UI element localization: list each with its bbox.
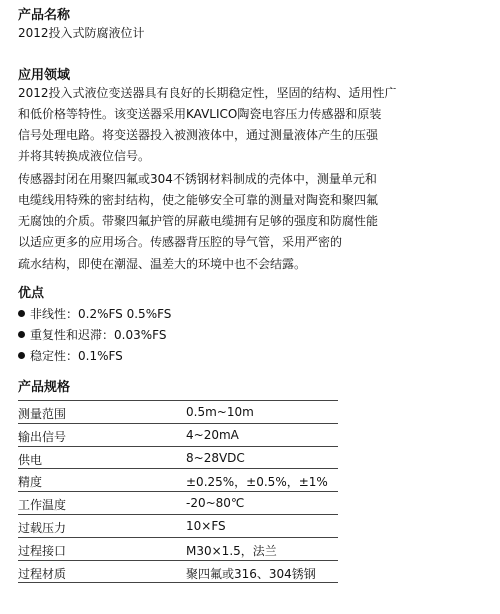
- specs-heading: 产品规格: [18, 380, 71, 395]
- spec-value: 4~20mA: [186, 427, 239, 442]
- advantage-item: [18, 306, 171, 322]
- spec-key: 精度: [18, 475, 43, 490]
- spec-key: 过程材质: [18, 566, 67, 581]
- bullet-dot-icon: [18, 352, 25, 359]
- advantages-heading: 优点: [18, 286, 45, 301]
- bullet-dot-icon: [18, 331, 25, 338]
- application-line: 疏水结构，即使在潮湿、温差大的环境中也不会结露。: [18, 257, 307, 271]
- table-row: [18, 401, 338, 424]
- spec-key: 过程接口: [18, 543, 67, 558]
- application-line: 以适应更多的应用场合。传感器背压腔的导气管，采用严密的: [18, 235, 343, 249]
- specs-table: [18, 400, 338, 583]
- table-row: [18, 492, 338, 515]
- advantage-item: [18, 327, 166, 343]
- application-line: 并将其转换成液位信号。: [18, 149, 151, 163]
- application-line: 传感器封闭在用聚四氟或304不锈钢材料制成的壳体中，测量单元和: [18, 172, 377, 186]
- spec-key: 供电: [18, 452, 43, 467]
- spec-value: 8~28VDC: [186, 450, 245, 465]
- advantage-text: 重复性和迟滞：0.03%FS: [30, 328, 167, 342]
- table-row: [18, 538, 338, 561]
- product-name-heading: 产品名称: [18, 8, 71, 23]
- table-row: [18, 424, 338, 447]
- advantage-item: [18, 348, 123, 364]
- application-line: 信号处理电路。将变送器投入被测液体中，通过测量液体产生的压强: [18, 128, 379, 142]
- application-line: 2012投入式液位变送器具有良好的长期稳定性，坚固的结构、适用性广: [18, 86, 397, 100]
- spec-key: 输出信号: [18, 429, 67, 444]
- spec-value: 聚四氟或316、304锈钢: [186, 566, 316, 581]
- table-row: [18, 515, 338, 538]
- product-name-value: 2012投入式防腐液位计: [18, 26, 145, 40]
- spec-value: -20~80℃: [186, 496, 245, 511]
- table-row: [18, 469, 338, 492]
- spec-value: M30×1.5，法兰: [186, 543, 277, 558]
- application-line: 无腐蚀的介质。带聚四氟护管的屏蔽电缆拥有足够的强度和防腐性能: [18, 214, 379, 228]
- table-row: [18, 447, 338, 470]
- application-line: 和低价格等特性。该变送器采用KAVLICO陶瓷电容压力传感器和原装: [18, 107, 382, 121]
- advantage-text: 稳定性：0.1%FS: [30, 349, 123, 363]
- application-line: 电缆线用特殊的密封结构，使之能够安全可靠的测量对陶瓷和聚四氟: [18, 193, 379, 207]
- spec-key: 过载压力: [18, 520, 67, 535]
- advantage-text: 非线性：0.2%FS 0.5%FS: [30, 307, 172, 321]
- spec-key: 测量范围: [18, 407, 67, 421]
- application-heading: 应用领域: [18, 68, 71, 83]
- bullet-dot-icon: [18, 310, 25, 317]
- spec-value: 0.5m~10m: [186, 405, 254, 419]
- spec-value: 10×FS: [186, 518, 226, 533]
- spec-value: ±0.25%，±0.5%，±1%: [186, 475, 328, 490]
- table-row: [18, 561, 338, 584]
- spec-key: 工作温度: [18, 498, 67, 513]
